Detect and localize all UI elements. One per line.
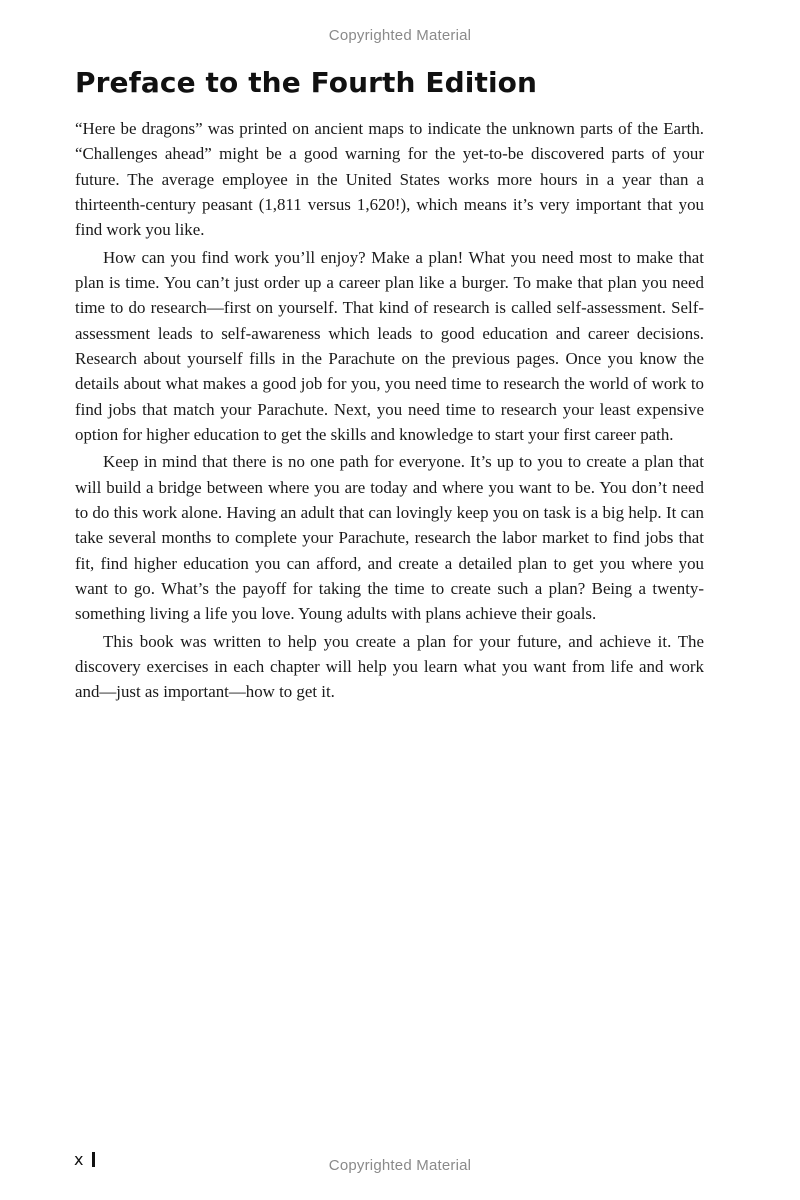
preface-body bbox=[75, 116, 704, 707]
page-number: x bbox=[74, 1150, 84, 1169]
paragraph-4: This book was written to help you create a plan for your future, and achieve it. The discovery exercises in each chapter will help you learn what you want from life and work and—just as important—how to get it. bbox=[75, 631, 704, 702]
copyright-watermark-bottom: Copyrighted Material bbox=[328, 1157, 472, 1174]
paragraph-2: How can you find work you’ll enjoy? Make a plan! What you need most to make that plan is time. You can’t just order up a career plan like a burger. To make that plan you need time to do research—first on yourself. That kind of research is called self-assessment. Self-assessment leads to self-awareness which leads to good education and career decisions. Research about yourself fills in the Parachute on the previous pages. Once you know the details about what makes a good job for you, you need time to research the world of work to find jobs that match your Parachute. Next, you need time to research your least expensive option for higher education to get the skills and knowledge to start your first career path. bbox=[75, 247, 704, 444]
copyright-watermark-top: Copyrighted Material bbox=[328, 27, 472, 44]
paragraph-3: Keep in mind that there is no one path for everyone. It’s up to you to create a plan that will build a bridge between where you are today and where you want to be. You don’t need to do this work alone. Having an adult that can lovingly keep you on task is a big help. It can take several months to complete your Parachute, research the labor market to find jobs that fit, find higher education you can afford, and create a detailed plan to get you where you want to go. What’s the payoff for taking the time to create such a plan? Being a twenty-something living a life you love. Young adults with plans achieve their goals. bbox=[75, 452, 704, 624]
page-title: Preface to the Fourth Edition bbox=[75, 66, 538, 99]
paragraph-1: “Here be dragons” was printed on ancient maps to indicate the unknown parts of the Earth. “Challenges ahead” might be a good warning for the yet-to-be discovered parts of your future. The average employee in the United States works more hours in a year than a thirteenth-century peasant (1,811 versus 1,620!), which means it’s very important that you find work you like. bbox=[75, 119, 704, 240]
